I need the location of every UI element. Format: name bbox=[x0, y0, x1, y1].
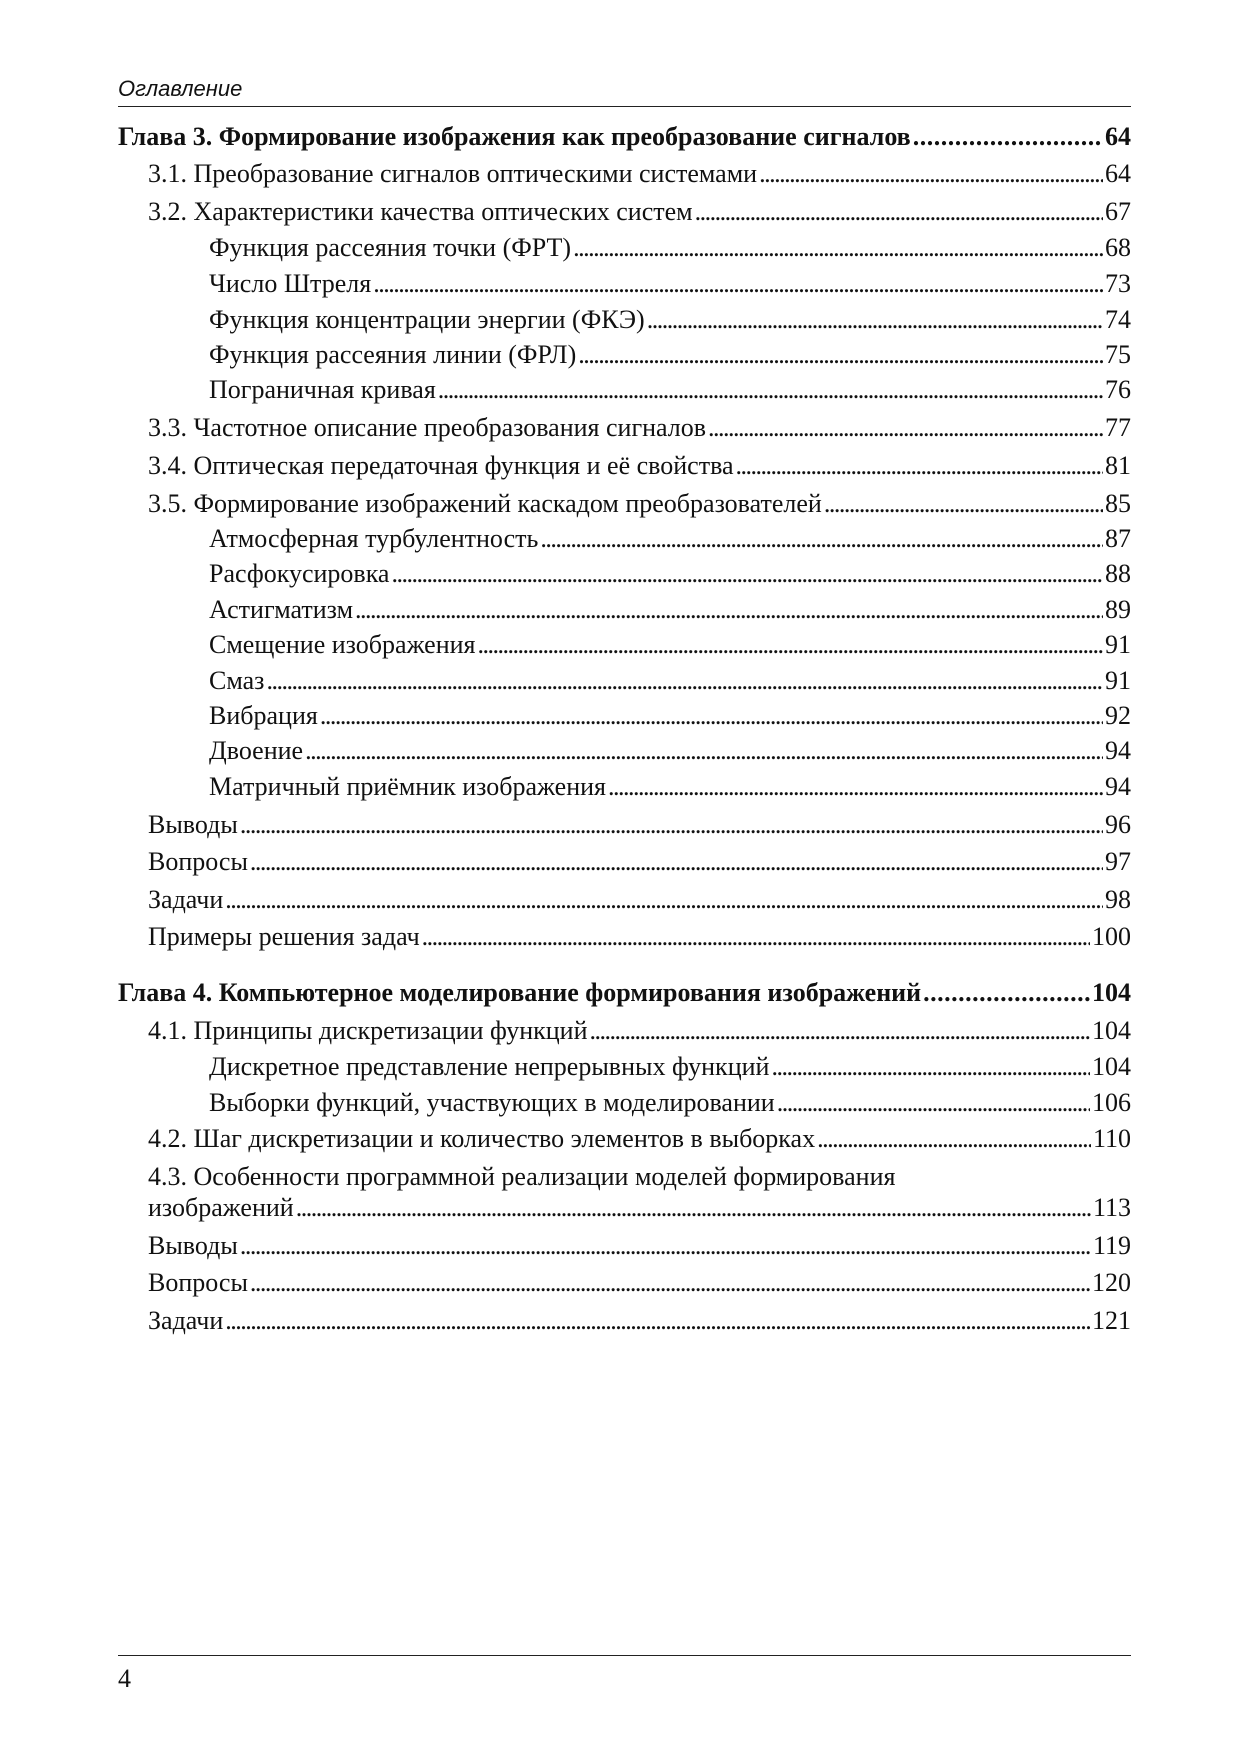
toc-entry-subsection[interactable] bbox=[118, 1050, 1131, 1084]
toc-entry-title: Пограничная кривая bbox=[209, 375, 436, 404]
toc-entry-section-4-3[interactable] bbox=[118, 1191, 1131, 1225]
toc-entry-subsection[interactable] bbox=[118, 770, 1131, 804]
toc-entry-page: 91 bbox=[1105, 630, 1131, 659]
toc-entry-title: Матричный приёмник изображения bbox=[209, 772, 606, 801]
toc-entry-chapter-3[interactable] bbox=[118, 120, 1131, 154]
toc-entry-title: Выборки функций, участвующих в моделировании bbox=[209, 1088, 775, 1117]
dot-leader bbox=[422, 920, 1090, 954]
toc-entry-subsection[interactable] bbox=[118, 699, 1131, 733]
toc-entry-title: 3.4. Оптическая передаточная функция и её свойства bbox=[148, 451, 734, 480]
dot-leader bbox=[305, 734, 1103, 768]
toc-entry-title: Примеры решения задач bbox=[148, 922, 420, 951]
dot-leader bbox=[373, 267, 1103, 301]
dot-leader bbox=[240, 1229, 1091, 1263]
toc-entry-title: Смещение изображения bbox=[209, 630, 476, 659]
toc-entry-page: 104 bbox=[1092, 1052, 1131, 1081]
toc-entry-page: 81 bbox=[1105, 451, 1131, 480]
toc-entry-title: Выводы bbox=[148, 1231, 238, 1260]
toc-entry-questions[interactable] bbox=[118, 1266, 1131, 1300]
toc-entry-section-3-5[interactable] bbox=[118, 487, 1131, 521]
toc-entry-page: 104 bbox=[1092, 1016, 1131, 1045]
toc-entry-title: 3.3. Частотное описание преобразования сигналов bbox=[148, 413, 707, 442]
dot-leader bbox=[736, 449, 1103, 483]
footer-rule bbox=[118, 1655, 1131, 1656]
toc-entry-page: 96 bbox=[1105, 810, 1131, 839]
toc-entry-title: Выводы bbox=[148, 810, 238, 839]
toc-entry-page: 94 bbox=[1105, 736, 1131, 765]
toc-entry-page: 106 bbox=[1092, 1088, 1131, 1117]
toc-entry-page: 119 bbox=[1092, 1231, 1131, 1260]
toc-entry-title: Двоение bbox=[209, 736, 304, 765]
dot-leader bbox=[540, 522, 1103, 556]
dot-leader bbox=[438, 373, 1103, 407]
dot-leader bbox=[225, 883, 1103, 917]
toc-entry-section-4-3-line1[interactable]: 4.3. Особенности программной реализации моделей формирования bbox=[148, 1162, 896, 1191]
header-rule bbox=[118, 106, 1131, 107]
dot-leader bbox=[824, 487, 1103, 521]
toc-entry-subsection[interactable] bbox=[118, 628, 1131, 662]
page-number: 4 bbox=[118, 1664, 131, 1693]
toc-entry-page: 120 bbox=[1092, 1268, 1131, 1297]
toc-entry-page: 87 bbox=[1105, 524, 1131, 553]
toc-entry-title: Вибрация bbox=[209, 701, 318, 730]
toc-entry-page: 89 bbox=[1105, 595, 1131, 624]
dot-leader bbox=[478, 628, 1103, 662]
toc-entry-title: Вопросы bbox=[148, 847, 248, 876]
toc-entry-page: 91 bbox=[1105, 666, 1131, 695]
toc-entry-title: Функция концентрации энергии (ФКЭ) bbox=[209, 305, 645, 334]
dot-leader bbox=[225, 1304, 1090, 1338]
dot-leader bbox=[708, 411, 1103, 445]
toc-entry-section-4-2[interactable] bbox=[118, 1122, 1131, 1156]
toc-entry-page: 77 bbox=[1105, 413, 1131, 442]
toc-entry-page: 98 bbox=[1105, 885, 1131, 914]
toc-entry-subsection[interactable] bbox=[118, 522, 1131, 556]
toc-entry-title: 3.5. Формирование изображений каскадом преобразователей bbox=[148, 489, 822, 518]
dot-leader bbox=[923, 976, 1090, 1010]
dot-leader bbox=[391, 557, 1103, 591]
dot-leader bbox=[777, 1086, 1090, 1120]
dot-leader bbox=[266, 664, 1103, 698]
toc-entry-page: 73 bbox=[1105, 269, 1131, 298]
toc-entry-title: Задачи bbox=[148, 1306, 224, 1335]
toc-entry-title: Дискретное представление непрерывных функций bbox=[209, 1052, 770, 1081]
toc-entry-page: 75 bbox=[1105, 340, 1131, 369]
toc-entry-section-3-1[interactable] bbox=[118, 157, 1131, 191]
dot-leader bbox=[320, 699, 1103, 733]
toc-entry-title: Атмосферная турбулентность bbox=[209, 524, 539, 553]
toc-entry-subsection[interactable] bbox=[118, 373, 1131, 407]
toc-entry-subsection[interactable] bbox=[118, 593, 1131, 627]
toc-entry-page: 121 bbox=[1092, 1306, 1131, 1335]
toc-entry-page: 100 bbox=[1092, 922, 1131, 951]
toc-entry-section-3-3[interactable] bbox=[118, 411, 1131, 445]
toc-entry-page: 68 bbox=[1105, 233, 1131, 262]
toc-entry-title: 4.2. Шаг дискретизации и количество элементов в выборках bbox=[148, 1124, 816, 1153]
dot-leader bbox=[590, 1014, 1091, 1048]
dot-leader bbox=[250, 1266, 1090, 1300]
toc-entry-page: 97 bbox=[1105, 847, 1131, 876]
toc-entry-subsection[interactable] bbox=[118, 734, 1131, 768]
toc-entry-section-3-2[interactable] bbox=[118, 195, 1131, 229]
toc-entry-title: 3.2. Характеристики качества оптических систем bbox=[148, 197, 693, 226]
toc-entry-title: Смаз bbox=[209, 666, 265, 695]
toc-entry-page: 74 bbox=[1105, 305, 1131, 334]
toc-entry-title: Вопросы bbox=[148, 1268, 248, 1297]
toc-entry-page: 94 bbox=[1105, 772, 1131, 801]
toc-entry-page: 64 bbox=[1105, 159, 1131, 188]
toc-entry-problems[interactable] bbox=[118, 883, 1131, 917]
dot-leader bbox=[608, 770, 1103, 804]
dot-leader bbox=[573, 231, 1103, 265]
toc-entry-title: изображений bbox=[148, 1193, 294, 1222]
toc-entry-page: 104 bbox=[1092, 978, 1131, 1007]
toc-entry-chapter-4[interactable] bbox=[118, 976, 1131, 1010]
toc-entry-title: Функция рассеяния линии (ФРЛ) bbox=[209, 340, 577, 369]
dot-leader bbox=[578, 338, 1103, 372]
dot-leader bbox=[759, 157, 1103, 191]
dot-leader bbox=[771, 1050, 1090, 1084]
toc-entry-subsection[interactable] bbox=[118, 664, 1131, 698]
toc-entry-conclusions[interactable] bbox=[118, 1229, 1131, 1263]
running-header: Оглавление bbox=[118, 76, 243, 101]
toc-entry-section-4-1[interactable] bbox=[118, 1014, 1131, 1048]
toc-entry-page: 67 bbox=[1105, 197, 1131, 226]
toc-entry-subsection[interactable] bbox=[118, 267, 1131, 301]
toc-entry-title: 4.1. Принципы дискретизации функций bbox=[148, 1016, 588, 1045]
toc-entry-subsection[interactable] bbox=[118, 303, 1131, 337]
toc-entry-page: 76 bbox=[1105, 375, 1131, 404]
toc-entry-subsection[interactable] bbox=[118, 1086, 1131, 1120]
toc-entry-page: 64 bbox=[1105, 122, 1131, 151]
toc-entry-title: Глава 3. Формирование изображения как преобразование сигналов bbox=[118, 122, 911, 151]
toc-entry-title: Задачи bbox=[148, 885, 224, 914]
toc-entry-title: 3.1. Преобразование сигналов оптическими системами bbox=[148, 159, 758, 188]
dot-leader bbox=[695, 195, 1103, 229]
toc-entry-title: Глава 4. Компьютерное моделирование формирования изображений bbox=[118, 978, 922, 1007]
toc-entry-title: Астигматизм bbox=[209, 595, 354, 624]
dot-leader bbox=[817, 1122, 1091, 1156]
toc-entry-solved-examples[interactable] bbox=[118, 920, 1131, 954]
toc-entry-subsection[interactable] bbox=[118, 231, 1131, 265]
toc-entry-conclusions[interactable] bbox=[118, 808, 1131, 842]
toc-entry-section-3-4[interactable] bbox=[118, 449, 1131, 483]
toc-entry-page: 113 bbox=[1092, 1193, 1131, 1222]
toc-entry-page: 92 bbox=[1105, 701, 1131, 730]
dot-leader bbox=[355, 593, 1103, 627]
toc-entry-title: Расфокусировка bbox=[209, 559, 390, 588]
toc-entry-page: 88 bbox=[1105, 559, 1131, 588]
toc-entry-subsection[interactable] bbox=[118, 557, 1131, 591]
dot-leader bbox=[913, 120, 1103, 154]
toc-entry-subsection[interactable] bbox=[118, 338, 1131, 372]
dot-leader bbox=[240, 808, 1103, 842]
toc-entry-questions[interactable] bbox=[118, 845, 1131, 879]
toc-entry-title: Число Штреля bbox=[209, 269, 372, 298]
dot-leader bbox=[296, 1191, 1091, 1225]
toc-entry-page: 110 bbox=[1092, 1124, 1131, 1153]
dot-leader bbox=[647, 303, 1103, 337]
toc-entry-title: Функция рассеяния точки (ФРТ) bbox=[209, 233, 572, 262]
dot-leader bbox=[250, 845, 1103, 879]
toc-entry-problems[interactable] bbox=[118, 1304, 1131, 1338]
toc-entry-page: 85 bbox=[1105, 489, 1131, 518]
